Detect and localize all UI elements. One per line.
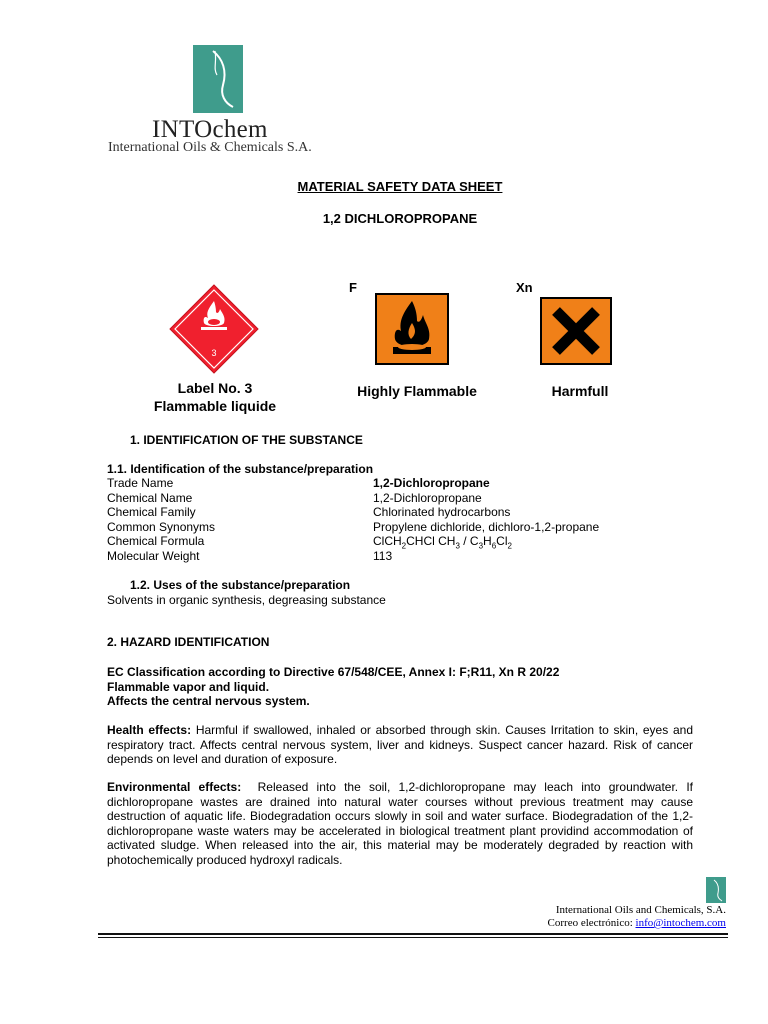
table-row (107, 505, 599, 520)
label-3-caption (130, 379, 300, 415)
label-3-line1: Label No. 3 (177, 380, 253, 396)
formula-text: Cl (496, 534, 508, 549)
ec-line-1: EC Classification according to Directive 67/548/CEE, Annex I: F;R11, Xn R 20/22 (107, 665, 560, 679)
prop-key: Molecular Weight (107, 548, 200, 563)
brand-name: INTOchem (152, 116, 268, 143)
formula-subscript: 2 (507, 541, 512, 551)
footer-email-label: Correo electrónico: (547, 917, 633, 929)
section1-heading: 1. IDENTIFICATION OF THE SUBSTANCE (130, 433, 363, 447)
environmental-effects-text: Released into the soil, 1,2-dichloropropane may leach into groundwater. If dichloropropane wastes are drained into natural water courses without previous treatment may cause destruction of aquatic life. Biodegradation occurs slowly in soil and water surface. Biodegradation of the 1,2-dichloropropane waste waters may be accelerated in biological treatment plant providind accommodation of activated sludge. When released into the air, this material may be moderately degraded by reaction with photochemically produced hydroxyl radicals. (107, 780, 693, 867)
harmful-caption: Harmfull (551, 383, 609, 399)
prop-value: Propylene dichloride, dichloro-1,2-propane (373, 519, 600, 534)
table-row (107, 520, 599, 535)
ec-line-2: Flammable vapor and liquid. (107, 679, 270, 694)
section1-1-heading: 1.1. Identification of the substance/preparation (107, 462, 374, 476)
flame-symbol-icon (375, 293, 449, 365)
section2-heading: 2. HAZARD IDENTIFICATION (107, 635, 270, 649)
brand-subtitle: International Oils & Chemicals S.A. (108, 140, 312, 155)
prop-value: 1,2-Dichloropropane (373, 476, 490, 490)
uses-text: Solvents in organic synthesis, degreasing substance (107, 593, 386, 607)
formula-subscript: 6 (491, 541, 497, 551)
document-title: MATERIAL SAFETY DATA SHEET (297, 179, 503, 194)
formula-subscript: 2 (401, 541, 407, 551)
footer-company: International Oils and Chemicals, S.A. (555, 904, 726, 916)
footer-logo-icon (706, 877, 726, 903)
table-row (107, 534, 599, 549)
prop-value: Chlorinated hydrocarbons (373, 505, 511, 520)
ec-line-3: Affects the central nervous system. (107, 694, 310, 709)
prop-key: Chemical Family (107, 505, 196, 520)
identification-table (107, 476, 599, 564)
footer-email-link[interactable]: info@intochem.com (635, 917, 726, 929)
formula-subscript: 3 (455, 541, 460, 551)
footer-rule (98, 933, 728, 935)
footer-rule-thin (98, 937, 728, 938)
formula-subscript: 3 (478, 541, 484, 551)
prop-value: 113 (373, 548, 393, 563)
hazard-code-f: F (349, 280, 357, 295)
footer-email-line (548, 917, 726, 929)
environmental-effects-label: Environmental effects: (107, 780, 242, 794)
environmental-effects-paragraph (107, 780, 693, 868)
section1-2-heading: 1.2. Uses of the substance/preparation (130, 578, 351, 592)
table-row (107, 476, 599, 491)
flammable-diamond-icon (168, 283, 260, 375)
table-row (107, 549, 599, 564)
harmful-cross-icon (540, 297, 612, 365)
highly-flammable-caption: Highly Flammable (357, 383, 477, 399)
health-effects-label: Health effects: (107, 723, 192, 737)
hazard-code-xn: Xn (516, 280, 533, 295)
health-effects-text: Harmful if swallowed, inhaled or absorbed through skin. Causes Irritation to skin, eyes and respiratory tract. Affects central nervous system, liver and kidneys. Suspect cancer hazard. Risk of cancer depends on level and duration of exposure. (107, 723, 693, 767)
label-3-line2: Flammable liquide (153, 398, 277, 414)
formula-text: ClCH (373, 534, 402, 549)
formula-text: / C (459, 534, 479, 549)
ec-classification (107, 665, 693, 709)
prop-key: Chemical Name (107, 490, 193, 505)
formula-text: CHCl CH (406, 534, 456, 549)
formula-text: H (483, 534, 492, 549)
prop-value: 1,2-Dichloropropane (373, 490, 482, 505)
table-row (107, 491, 599, 506)
intochem-logo-icon (193, 45, 243, 113)
transport-class-number: 3 (211, 348, 217, 358)
prop-key: Chemical Formula (107, 534, 205, 549)
prop-key: Trade Name (107, 476, 174, 490)
prop-key: Common Synonyms (107, 519, 216, 534)
prop-value-formula (373, 534, 599, 549)
substance-title: 1,2 DICHLOROPROPANE (322, 211, 478, 226)
health-effects-paragraph (107, 723, 693, 767)
